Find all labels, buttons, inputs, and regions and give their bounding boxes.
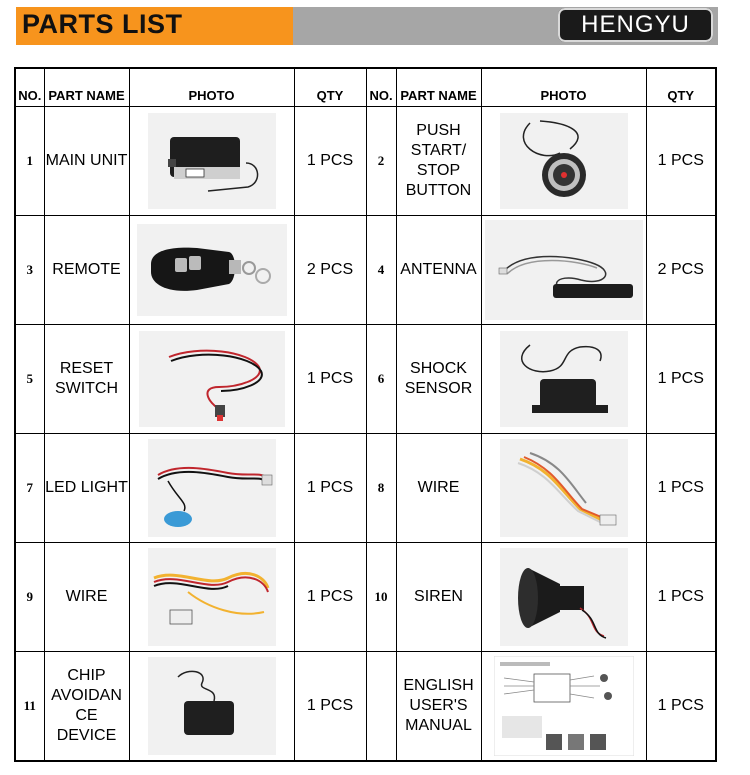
part-no: 6: [366, 325, 396, 434]
part-photo: [481, 325, 646, 434]
part-name: LED LIGHT: [44, 434, 129, 543]
col-header-part-name: PART NAME: [44, 68, 129, 107]
part-no: [366, 652, 396, 762]
part-photo: [481, 434, 646, 543]
table-row: [15, 543, 716, 652]
part-no: 10: [366, 543, 396, 652]
part-qty: 1 PCS: [646, 107, 716, 216]
part-no: 9: [15, 543, 44, 652]
wire-harness-photo: [500, 439, 628, 537]
parts-table: [14, 67, 717, 762]
part-photo: [129, 216, 294, 325]
part-qty: 2 PCS: [294, 216, 366, 325]
table-row: [15, 434, 716, 543]
part-name: SHOCK SENSOR: [396, 325, 481, 434]
part-photo: [129, 434, 294, 543]
part-no: 7: [15, 434, 44, 543]
col-header-photo: PHOTO: [481, 68, 646, 107]
part-photo: [129, 543, 294, 652]
part-photo: [129, 652, 294, 762]
remote-photo: [137, 224, 287, 316]
brand-logo-text: HENGYU: [581, 11, 690, 38]
part-name: MAIN UNIT: [44, 107, 129, 216]
part-no: 1: [15, 107, 44, 216]
part-photo: [481, 543, 646, 652]
col-header-no: NO.: [15, 68, 44, 107]
main-unit-photo: [148, 113, 276, 209]
part-no: 11: [15, 652, 44, 762]
brand-logo: [558, 8, 713, 42]
part-no: 2: [366, 107, 396, 216]
part-qty: 2 PCS: [646, 216, 716, 325]
part-name: CHIP AVOIDAN CE DEVICE: [44, 652, 129, 762]
push-button-photo: [500, 113, 628, 209]
part-qty: 1 PCS: [646, 434, 716, 543]
col-header-photo: PHOTO: [129, 68, 294, 107]
part-name: WIRE: [44, 543, 129, 652]
siren-photo: [500, 548, 628, 646]
part-name: SIREN: [396, 543, 481, 652]
antenna-photo: [485, 220, 643, 320]
part-photo: [481, 216, 646, 325]
part-qty: 1 PCS: [294, 434, 366, 543]
part-name: ENGLISH USER'S MANUAL: [396, 652, 481, 762]
shock-sensor-photo: [500, 331, 628, 427]
part-name: RESET SWITCH: [44, 325, 129, 434]
part-name: PUSH START/ STOP BUTTON: [396, 107, 481, 216]
part-qty: 1 PCS: [294, 652, 366, 762]
part-no: 3: [15, 216, 44, 325]
table-row: [15, 216, 716, 325]
part-qty: 1 PCS: [646, 325, 716, 434]
part-qty: 1 PCS: [294, 325, 366, 434]
col-header-part-name: PART NAME: [396, 68, 481, 107]
col-header-no: NO.: [366, 68, 396, 107]
col-header-qty: QTY: [646, 68, 716, 107]
reset-switch-photo: [139, 331, 285, 427]
table-header-row: [15, 68, 716, 107]
part-qty: 1 PCS: [646, 543, 716, 652]
part-name: ANTENNA: [396, 216, 481, 325]
part-photo: [129, 107, 294, 216]
part-no: 8: [366, 434, 396, 543]
col-header-qty: QTY: [294, 68, 366, 107]
page-title: PARTS LIST: [22, 9, 183, 39]
part-no: 5: [15, 325, 44, 434]
part-name: REMOTE: [44, 216, 129, 325]
manual-photo: [494, 656, 634, 756]
part-photo: [129, 325, 294, 434]
wire-harness-photo: [148, 548, 276, 646]
chip-avoidance-photo: [148, 657, 276, 755]
table-row: [15, 652, 716, 762]
part-qty: 1 PCS: [294, 543, 366, 652]
part-photo: [481, 652, 646, 762]
part-qty: 1 PCS: [294, 107, 366, 216]
part-photo: [481, 107, 646, 216]
table-row: [15, 107, 716, 216]
part-qty: 1 PCS: [646, 652, 716, 762]
part-no: 4: [366, 216, 396, 325]
led-light-photo: [148, 439, 276, 537]
part-name: WIRE: [396, 434, 481, 543]
table-row: [15, 325, 716, 434]
